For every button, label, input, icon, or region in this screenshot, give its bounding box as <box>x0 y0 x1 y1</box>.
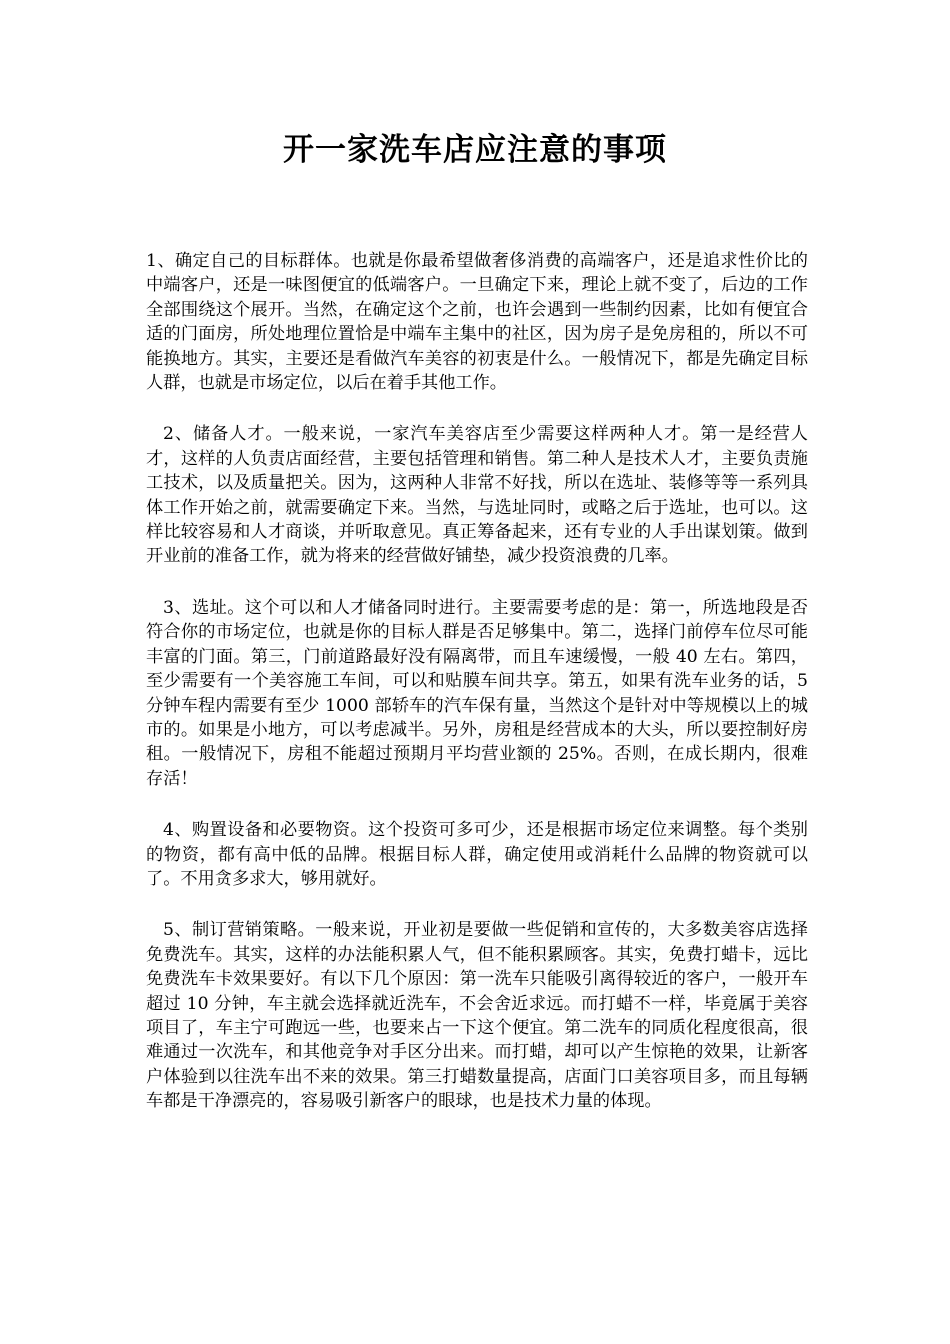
paragraph-target-group: 1、确定自己的目标群体。也就是你最希望做奢侈消费的高端客户，还是追求性价比的中端客户，还是一味图便宜的低端客户。一旦确定下来，理论上就不变了，后边的工作全部围绕这个展开。当然，在确定这个之前，也许会遇到一些制约因素，比如有便宜合适的门面房，所处地理位置恰是中端车主集中的社区，因为房子是免房租的，所以不可能换地方。其实，主要还是看做汽车美容的初衷是什么。一般情况下，都是先确定目标人群，也就是市场定位，以后在着手其他工作。 <box>146 251 808 394</box>
document-title: 开一家洗车店应注意的事项 <box>283 132 667 168</box>
paragraph-site-selection: 3、选址。这个可以和人才储备同时进行。主要需要考虑的是：第一，所选地段是否符合你的市场定位，也就是你的目标人群是否足够集中。第二，选择门前停车位尽可能丰富的门面。第三，门前道路最好没有隔离带，而且车速缓慢，一般 40 左右。第四，至少需要有一个美容施工车间，可以和贴膜车间共享。第五，如果有洗车业务的话，5 分钟车程内需要有至少 1000 部轿车的汽车保有量，当然这个是针对中等规模以上的城市的。如果是小地方，可以考虑减半。另外，房租是经营成本的大头，所以要控制好房租。一般情况下，房租不能超过预期月平均营业额的 25%。否则，在成长期内，很难存活！ <box>146 597 808 789</box>
paragraph-talent-reserve: 2、储备人才。一般来说，一家汽车美容店至少需要这样两种人才。第一是经营人才，这样的人负责店面经营，主要包括管理和销售。第二种人是技术人才，主要负责施工技术，以及质量把关。因为，这两种人非常不好找，所以在选址、装修等等一系列具体工作开始之前，就需要确定下来。当然，与选址同时，或略之后于选址，也可以。这样比较容易和人才商谈，并听取意见。真正筹备起来，还有专业的人手出谋划策。做到开业前的准备工作，就为将来的经营做好铺垫，减少投资浪费的几率。 <box>146 424 808 567</box>
paragraph-marketing-strategy: 5、制订营销策略。一般来说，开业初是要做一些促销和宣传的，大多数美容店选择免费洗车。其实，这样的办法能积累人气，但不能积累顾客。其实，免费打蜡卡，远比免费洗车卡效果要好。有以下几个原因：第一洗车只能吸引离得较近的客户，一般开车超过 10 分钟，车主就会选择就近洗车，不会舍近求远。而打蜡不一样，毕竟属于美容项目了，车主宁可跑远一些，也要来占一下这个便宜。第二洗车的同质化程度很高，很难通过一次洗车，和其他竞争对手区分出来。而打蜡，却可以产生惊艳的效果，让新客户体验到以往洗车出不来的效果。第三打蜡数量提高，店面门口美容项目多，而且每辆车都是干净漂亮的，容易吸引新客户的眼球，也是技术力量的体现。 <box>146 920 808 1112</box>
paragraph-equipment-purchase: 4、购置设备和必要物资。这个投资可多可少，还是根据市场定位来调整。每个类别的物资，都有高中低的品牌。根据目标人群，确定使用或消耗什么品牌的物资就可以了。不用贪多求大，够用就好。 <box>146 820 808 889</box>
document-body <box>146 249 808 1141</box>
